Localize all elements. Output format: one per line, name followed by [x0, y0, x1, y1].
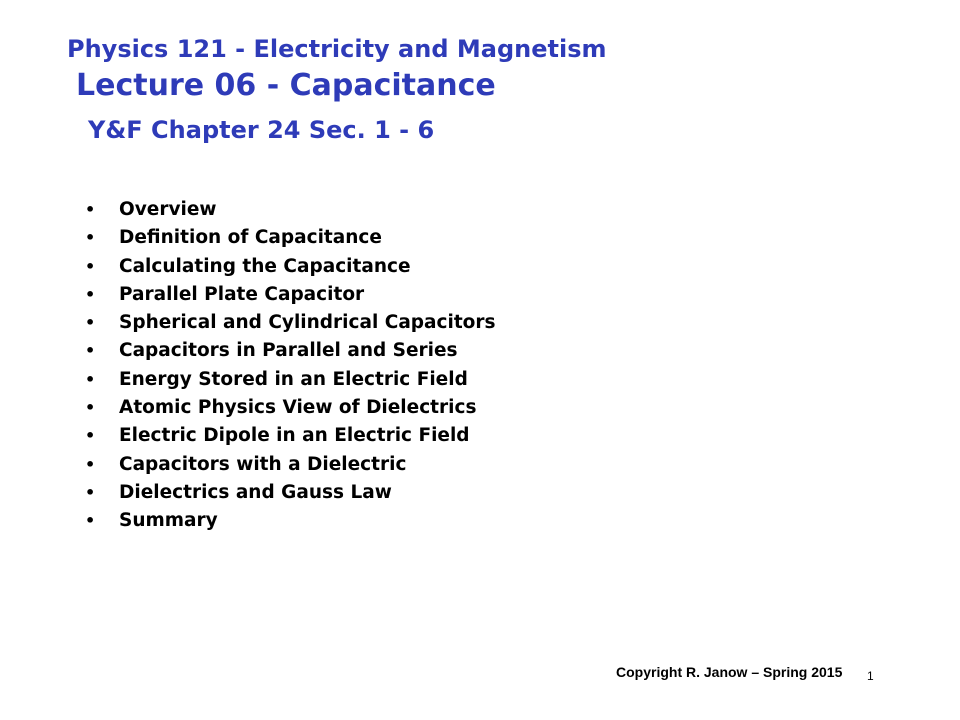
topic-label: Capacitors with a Dielectric [119, 453, 407, 475]
topic-label: Dielectrics and Gauss Law [119, 481, 392, 503]
topic-label: Energy Stored in an Electric Field [119, 368, 468, 390]
chapter-reference: Y&F Chapter 24 Sec. 1 - 6 [88, 116, 435, 144]
bullet-icon: • [85, 284, 96, 304]
topic-label: Definition of Capacitance [119, 227, 382, 249]
topic-label: Atomic Physics View of Dielectrics [119, 397, 477, 419]
bullet-icon: • [85, 200, 96, 219]
topic-label: Calculating the Capacitance [119, 255, 411, 277]
bullet-icon: • [85, 482, 96, 502]
bullet-icon: • [85, 369, 96, 389]
topic-label: Overview [119, 199, 217, 220]
bullet-icon: • [85, 256, 96, 276]
lecture-title: Lecture 06 - Capacitance [76, 68, 496, 103]
page-number: 1 [867, 669, 874, 683]
bullet-icon: • [85, 228, 96, 248]
topic-label: Spherical and Cylindrical Capacitors [119, 312, 496, 334]
bullet-icon: • [85, 398, 96, 418]
topic-label: Summary [119, 510, 218, 532]
bullet-icon: • [85, 511, 96, 531]
bullet-icon: • [85, 426, 96, 446]
copyright-notice: Copyright R. Janow – Spring 2015 [616, 664, 843, 680]
topic-label: Parallel Plate Capacitor [119, 283, 365, 305]
course-title: Physics 121 - Electricity and Magnetism [67, 35, 607, 63]
bullet-icon: • [85, 454, 96, 474]
bullet-icon: • [85, 341, 96, 361]
topic-label: Electric Dipole in an Electric Field [119, 425, 470, 447]
topic-label: Capacitors in Parallel and Series [119, 340, 458, 362]
bullet-icon: • [85, 313, 96, 333]
